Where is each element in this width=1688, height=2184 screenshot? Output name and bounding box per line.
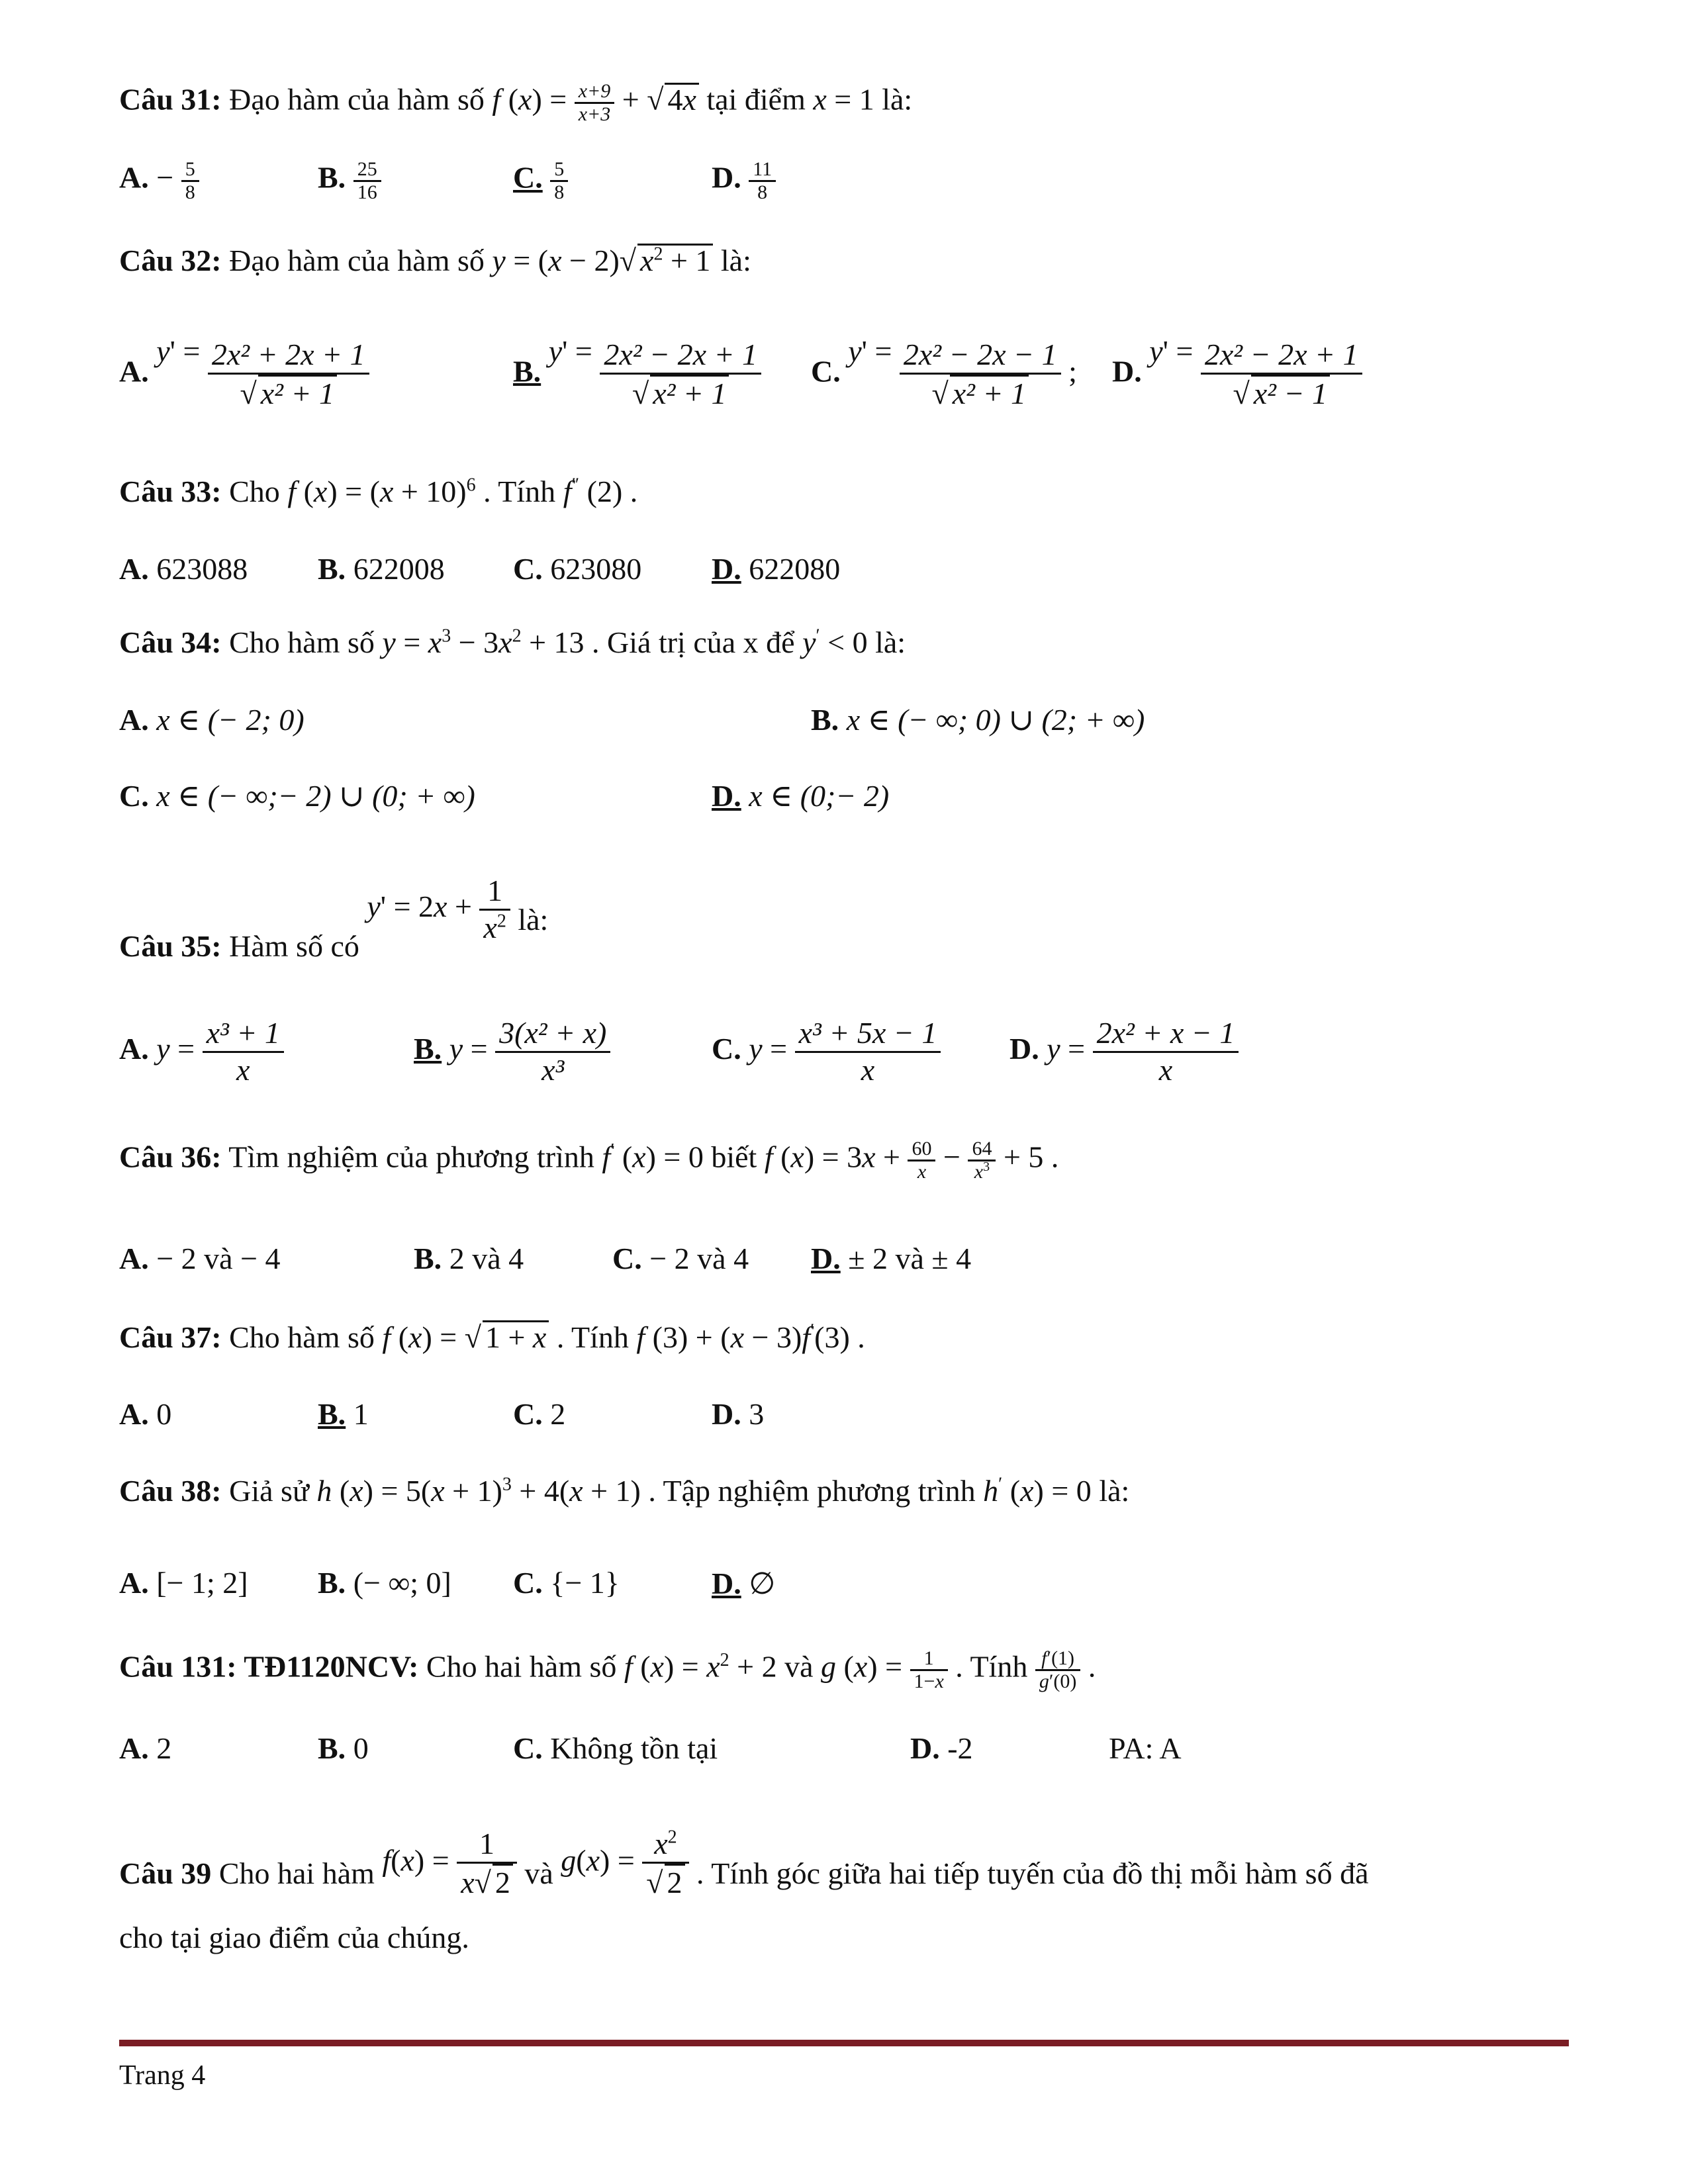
question-131: Câu 131: TĐ1120NCV: Cho hai hàm số f $(x) = x^2 + 2$ và g (x) = $\frac{1}{1-x}$ . Tính $\frac{f'(1)}{g'(0)}$ .: [119, 1647, 1096, 1692]
option-d[interactable]: D. ∅: [712, 1567, 776, 1600]
option-c[interactable]: C. y' = $\frac{\text{2x² − 2x − 1}}{\text{√ x² + 1}}$ ;: [811, 334, 1077, 410]
option-a[interactable]: A. − $\frac{5}{8}$: [119, 159, 199, 203]
option-b[interactable]: B. 2 và 4: [414, 1242, 524, 1275]
option-a[interactable]: A. 623088: [119, 552, 248, 586]
question-label: Câu 31:: [119, 82, 222, 116]
option-c[interactable]: C. x ∈ (− ∞;− 2) ∪ (0; + ∞): [119, 779, 475, 813]
option-c[interactable]: C. $\frac{5}{8}$: [513, 159, 568, 203]
option-d[interactable]: D. ± 2 và ± 4: [811, 1242, 972, 1275]
question-39: Câu 39 Cho hai hàm f(x) = $\frac{1}{x√ 2}$ và g(x) = $\frac{x^2}{√ 2}$ . Tính góc giữa hai tiếp tuyến của đồ thị mỗi hàm số đã: [119, 1827, 1369, 1899]
question-36: Câu 36: Tìm nghiệm của phương trình f′ (x) = 0 biết f (x) = 3x + $\frac{60}{x}$ − $\frac{64}{x^3}$ + 5 .: [119, 1138, 1059, 1183]
option-b[interactable]: B. $\frac{25}{16}$: [318, 159, 381, 203]
question-32: Câu 32: Đạo hàm của hàm số y = (x − 2)√ $x^2 + 1$ là:: [119, 244, 751, 277]
option-d[interactable]: D. x ∈ (0;− 2): [712, 779, 890, 813]
option-a[interactable]: A. − 2 và − 4: [119, 1242, 281, 1275]
option-c[interactable]: C. − 2 và 4: [612, 1242, 749, 1275]
page-number: Trang 4: [119, 2060, 206, 2091]
option-b[interactable]: B. y = $\frac{\text{3(x² + x)}}{\text{x³}}$: [414, 1016, 610, 1088]
question-38: Câu 38: Giả sử h $(x) = 5(x + 1)^3 + 4(x + 1)$ . Tập nghiệm phương trình h′ (x) = 0 là:: [119, 1474, 1130, 1508]
option-b[interactable]: B. 0: [318, 1731, 369, 1765]
option-c[interactable]: C. Không tồn tại: [513, 1731, 718, 1765]
option-b[interactable]: B. 622008: [318, 552, 445, 586]
question-tail: tại điểm: [706, 82, 806, 116]
option-d[interactable]: D. y' = $\frac{\text{2x² − 2x + 1}}{\text{√ x² − 1}}$: [1112, 338, 1362, 412]
option-b[interactable]: B. 1: [318, 1397, 369, 1431]
formula: f: [492, 82, 501, 116]
question-text: Đạo hàm của hàm số: [229, 82, 485, 116]
option-a[interactable]: A. x ∈ (− 2; 0): [119, 703, 305, 737]
footer-rule: [119, 2040, 1569, 2046]
option-d[interactable]: D. -2: [910, 1731, 973, 1765]
question-31: Câu 31: Đạo hàm của hàm số f (x) = $\frac{x+9}{x+3}$ + √ 4x tại điểm x = 1 là:: [119, 80, 913, 125]
option-d[interactable]: D. 622080: [712, 552, 841, 586]
option-a[interactable]: A. 2: [119, 1731, 172, 1765]
option-c[interactable]: C. 2: [513, 1397, 566, 1431]
option-d[interactable]: D. $\frac{11}{8}$: [712, 159, 776, 203]
option-a[interactable]: A. y = $\frac{\text{x³ + 1}}{x}$: [119, 1016, 284, 1088]
answer-key: PA: A: [1109, 1731, 1182, 1765]
option-c[interactable]: C. {− 1}: [513, 1566, 620, 1600]
question-39-line2: cho tại giao điểm của chúng.: [119, 1921, 469, 1954]
option-a[interactable]: A. [− 1; 2]: [119, 1566, 248, 1600]
option-c[interactable]: C. y = $\frac{\text{x³ + 5x − 1}}{x}$: [712, 1016, 941, 1088]
fraction: $\frac{x+9}{x+3}$: [575, 81, 615, 124]
question-37: Câu 37: Cho hàm số f (x) = √ 1 + x . Tính f (3) + (x − 3)f′(3) .: [119, 1320, 865, 1354]
option-a[interactable]: A. y' = $\frac{\text{2x² + 2x + 1}}{\text{√ x² + 1}}$: [119, 338, 369, 412]
question-35: Câu 35: Hàm số có y' = 2x + $\frac{1}{x^2}$ là:: [119, 874, 549, 963]
option-d[interactable]: D. y = $\frac{\text{2x² + x − 1}}{x}$: [1009, 1016, 1239, 1088]
option-c[interactable]: C. 623080: [513, 552, 642, 586]
question-33: Câu 33: Cho f $(x) = (x + 10)^6$ . Tính f″ (2) .: [119, 475, 638, 508]
option-b[interactable]: B. x ∈ (− ∞; 0) ∪ (2; + ∞): [811, 703, 1145, 737]
option-a[interactable]: A. 0: [119, 1397, 172, 1431]
option-b[interactable]: B. y' = $\frac{\text{2x² − 2x + 1}}{\text{√ x² + 1}}$: [513, 338, 761, 412]
question-34: Câu 34: Cho hàm số $y = x^3 - 3x^2 + 13$ . Giá trị của x để y′ < 0 là:: [119, 625, 906, 659]
option-b[interactable]: B. (− ∞; 0]: [318, 1566, 451, 1600]
option-d[interactable]: D. 3: [712, 1397, 765, 1431]
